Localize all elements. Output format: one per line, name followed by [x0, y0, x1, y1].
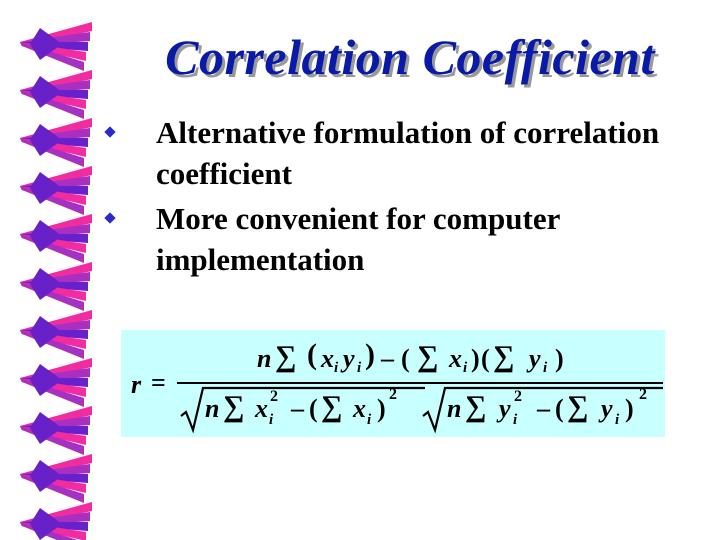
- formula-x: x: [449, 344, 462, 373]
- formula-sub-i: i: [357, 360, 362, 376]
- formula-minus: –: [291, 394, 304, 423]
- formula-sigma: ∑: [223, 390, 245, 423]
- formula-paren: ): [377, 394, 386, 423]
- formula-paren: ): [365, 338, 375, 371]
- formula-y: y: [529, 344, 541, 373]
- formula-x: x: [321, 344, 334, 373]
- formula-exponent: 2: [639, 386, 647, 403]
- formula-exponent: 2: [389, 386, 397, 403]
- formula-paren: ): [625, 394, 634, 423]
- formula-sigma: ∑: [567, 390, 589, 423]
- fraction-bar: [177, 382, 663, 384]
- formula-y: y: [343, 344, 355, 373]
- bullet-text: More convenient for computer implementation: [156, 201, 560, 277]
- formula-sub-i: i: [513, 412, 518, 428]
- formula-paren: (: [555, 394, 564, 423]
- slide-title: Correlation Coefficient: [165, 29, 655, 85]
- correlation-formula: [127, 334, 663, 434]
- bullet-list: [102, 112, 662, 284]
- formula-sub-i: i: [463, 360, 468, 376]
- formula-box: [121, 330, 665, 437]
- formula-paren: (: [481, 344, 490, 373]
- formula-n: n: [447, 394, 462, 423]
- formula-x: x: [255, 394, 268, 423]
- formula-sigma: ∑: [321, 390, 343, 423]
- formula-exponent: 2: [514, 388, 522, 405]
- bullet-item: [102, 198, 662, 280]
- formula-sub-i: i: [334, 360, 339, 376]
- formula-paren: (: [309, 394, 318, 423]
- bullet-item: [102, 112, 662, 194]
- formula-y: y: [499, 394, 511, 423]
- formula-sigma: ∑: [465, 390, 487, 423]
- formula-sub-i: i: [615, 412, 620, 428]
- formula-x: x: [353, 394, 366, 423]
- formula-r: r: [131, 370, 142, 399]
- formula-sub-i: i: [269, 412, 274, 428]
- formula-n: n: [205, 394, 220, 423]
- formula-sigma: ∑: [275, 340, 297, 373]
- formula-sub-i: i: [543, 360, 548, 376]
- formula-paren: (: [307, 338, 317, 371]
- formula-sub-i: i: [367, 412, 372, 428]
- formula-paren: (: [401, 344, 410, 373]
- diamond-bullet-icon: [104, 126, 115, 137]
- decorative-wedge-border: [0, 0, 96, 540]
- formula-equals: =: [151, 368, 166, 397]
- diamond-bullet-icon: [104, 212, 115, 223]
- bullet-text: Alternative formulation of correlation coefficient: [156, 115, 660, 191]
- formula-paren: ): [471, 344, 480, 373]
- formula-paren: ): [555, 344, 564, 373]
- formula-minus: –: [537, 394, 550, 423]
- formula-n: n: [257, 344, 272, 373]
- formula-sigma: ∑: [493, 340, 515, 373]
- formula-exponent: 2: [270, 388, 278, 405]
- formula-minus: –: [381, 344, 394, 373]
- formula-sigma: ∑: [417, 340, 439, 373]
- formula-y: y: [601, 394, 613, 423]
